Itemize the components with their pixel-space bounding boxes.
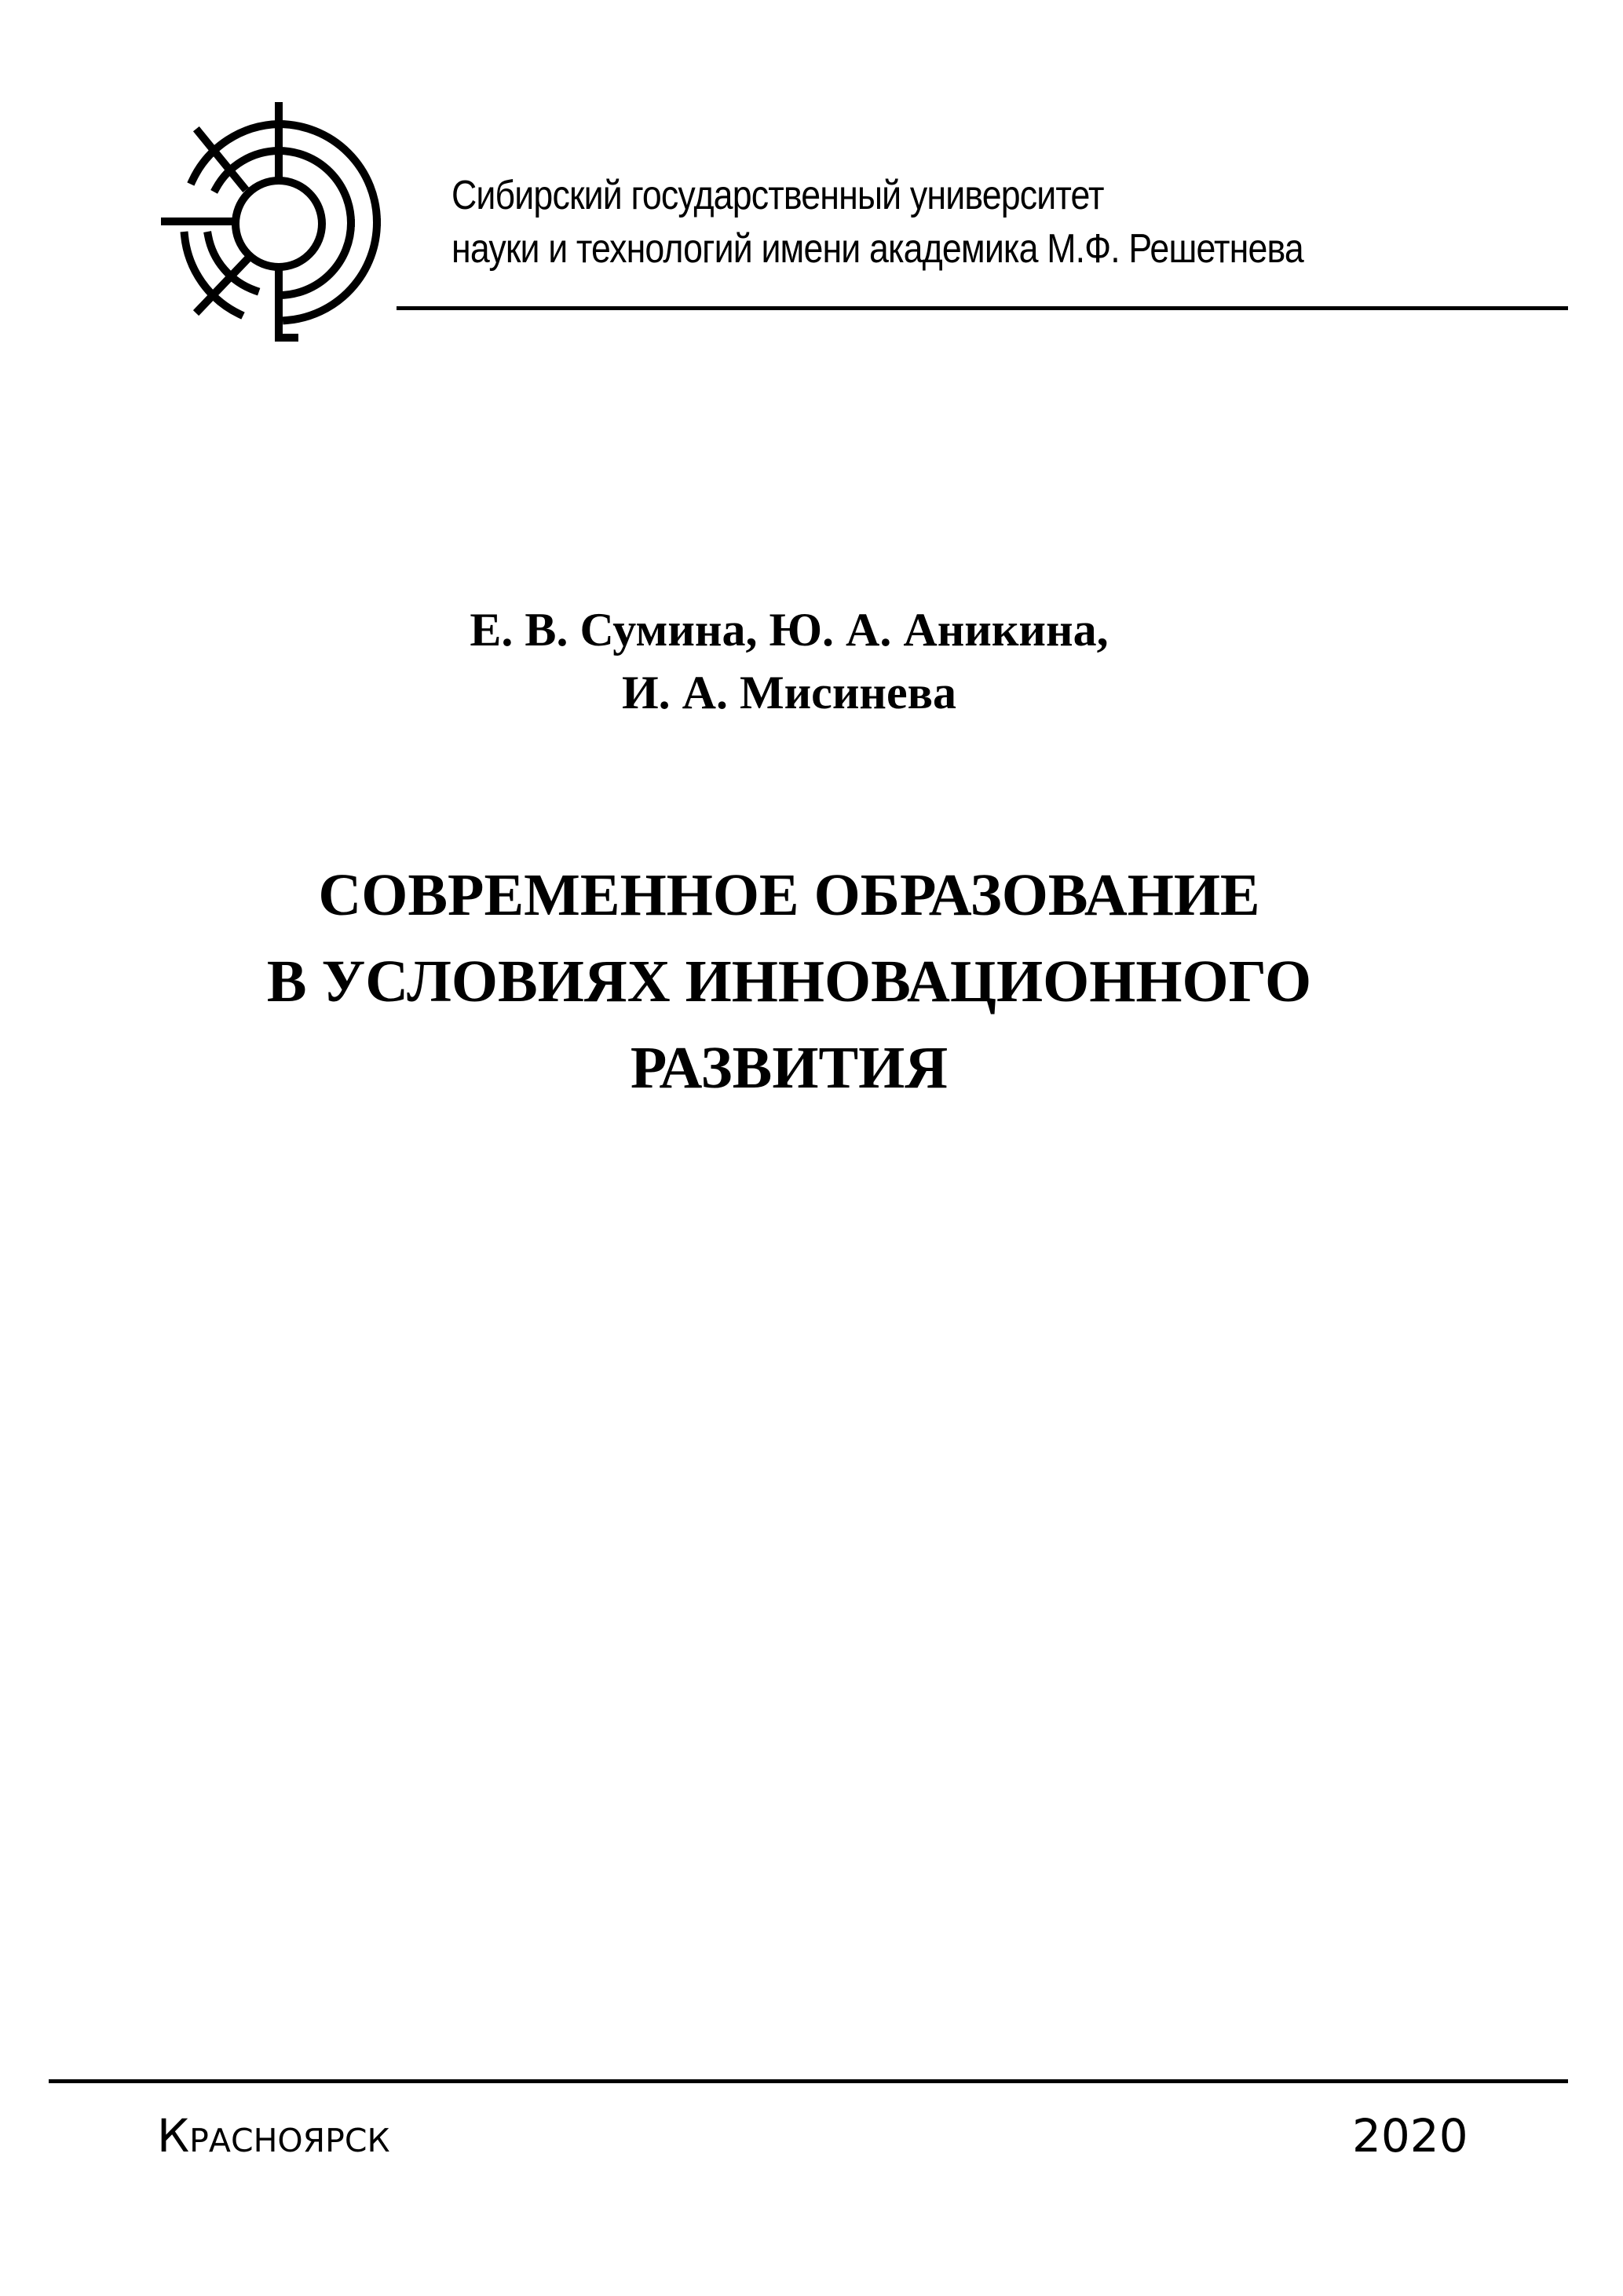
university-emblem-icon <box>161 102 397 345</box>
authors-line-2: И. А. Мисинева <box>621 667 956 718</box>
university-name <box>451 169 1303 276</box>
university-name-line-1: Сибирский государственный университет <box>451 173 1104 218</box>
publication-city: Красноярск <box>157 2109 390 2163</box>
authors-line-1: Е. В. Сумина, Ю. А. Аникина, <box>470 604 1109 656</box>
authors <box>0 598 1578 724</box>
book-title-line-3: РАЗВИТИЯ <box>630 1035 949 1101</box>
footer-divider <box>49 2079 1568 2083</box>
publication-year: 2020 <box>1352 2109 1468 2163</box>
book-title-line-1: СОВРЕМЕННОЕ ОБРАЗОВАНИЕ <box>318 862 1260 928</box>
book-title-line-2: В УСЛОВИЯХ ИННОВАЦИОННОГО <box>266 949 1312 1015</box>
book-title <box>0 852 1578 1111</box>
university-name-line-2: науки и технологий имени академика М.Ф. Решетнева <box>451 226 1303 272</box>
header-divider <box>397 306 1568 310</box>
